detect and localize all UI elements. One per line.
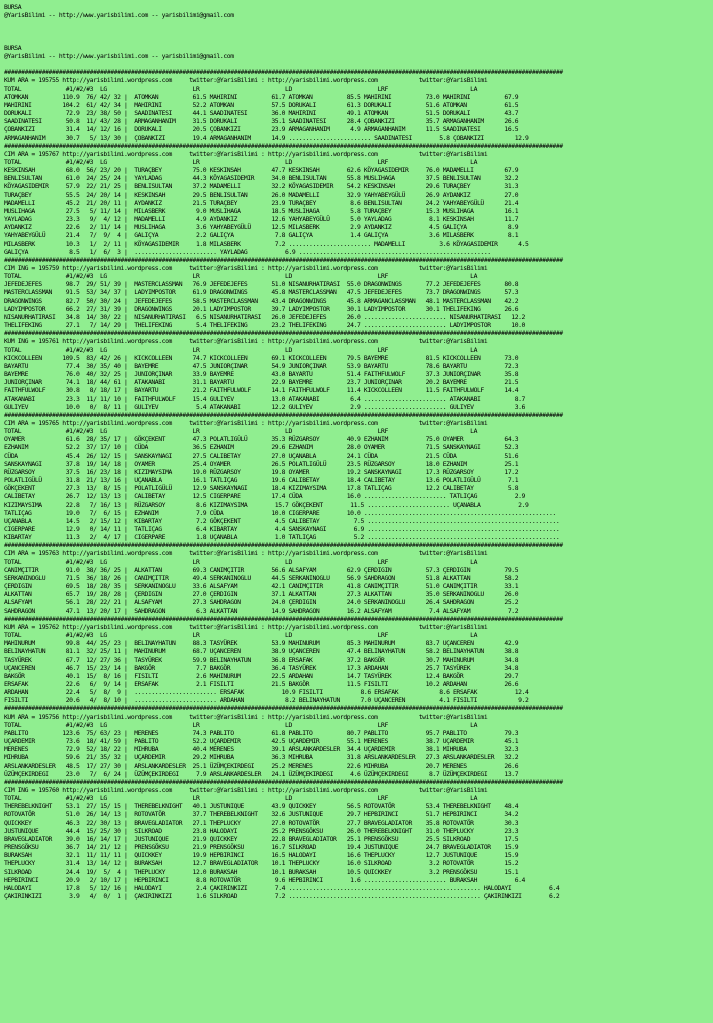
horse-row: ARDAHAN 22.4 5/ 8/ 9 | ........................ ERSAFAK 10.9 FISILTI 8.6 ERSAFAK 8.6 ERSAFAK 12.4: [4, 688, 529, 697]
horse-row: HALODAYI 17.8 5/ 12/ 16 | HALODAYI 2.4 ÇAKIRINKIZI 7.4 ........................................................ HALODAYI 6.4: [4, 883, 560, 892]
horse-row: ALSAFYAM 56.1 28/ 22/ 21 | ALSAFYAM 27.3 SAHDRAGON 24.0 ÇERDIGIN 24.0 SERKANINOGLU 26.4 SAHDRAGON 25.2: [4, 598, 519, 607]
horse-row: ÜZÜMÇEKIRDEGI 23.0 7/ 6/ 24 | ÜZÜMÇEKIRDEGI 7.9 ARSLANKARDESLER 24.1 ÜZÜMÇEKIRDEGI 4.6 ÜZÜMÇEKIRDEGI 8.7 ÜZÜMÇEKIRDEGI 13.7: [4, 769, 519, 778]
horse-row: BAYEMRE 76.0 40/ 32/ 25 | JUNIORÇINAR 33.9 BAYEMRE 43.0 BAYARTU 51.4 FAITHFULWOLF 37.3 JUNIORÇINAR 35.8: [4, 370, 519, 379]
horse-row: GALIÇYA 8.5 1/ 6/ 3 | ........................ YAYLADAG 6.9 ........................................................: [4, 247, 491, 256]
race-header: KUM ARA = 195756 http://yarisbilimi.wordpress.com twitter:@YarisBilimi : http://yarisbilimi.wordpress.com twitter:@YarisBilimi: [4, 712, 488, 721]
horse-row: RÜZGARSOY 37.5 16/ 23/ 18 | KIZIMAYSIMA 19.0 RÜZGARSOY 19.8 OYAMER 19.2 SANSKAYNAGI 17.3 RÜZGARSOY 17.2: [4, 467, 519, 476]
horse-row: BURAKSAH 32.1 11/ 11/ 11 | QUICKKEY 19.9 HEPBIRINCI 16.5 HALODAYI 16.6 THEPLUCKY 12.7 JUSTUNIQUE 15.9: [4, 851, 519, 860]
separator-line: ###################################################################################################################################################################: [4, 777, 563, 786]
horse-row: FISILTI 20.6 4/ 8/ 10 | ........................ ARDAHAN 8.2 BELINAYHATUN 7.0 UÇANCEREN 4.1 FISILTI 9.2: [4, 696, 529, 705]
horse-row: MAHIRINI 104.2 61/ 42/ 34 | MAHIRINI 52.2 ATOMKAN 57.5 DORUKALI 61.3 DORUKALI 51.6 ATOMKAN 61.5: [4, 100, 519, 109]
race-header: CIM ING = 195760 http://yarisbilimi.wordpress.com twitter:@YarisBilimi : http://yarisbilimi.wordpress.com twitter:@YarisBilimi: [4, 786, 488, 794]
column-header: TOTAL #1/#2/#3 LG LR LD LRF LA: [4, 794, 477, 803]
horse-row: POLATLIGÜLÜ 31.8 21/ 13/ 16 | UÇANABLA 16.1 TATLIÇAG 19.6 CALIBETAY 18.4 CALIBETAY 13.6 POLATLIGÜLÜ 7.1: [4, 476, 519, 485]
horse-row: SERKANINOGLU 71.5 36/ 18/ 26 | CANIMÇITIR 49.4 SERKANINOGLU 44.5 SERKANINOGLU 56.9 SAHDRAGON 51.8 ALKATTAN 58.2: [4, 573, 519, 582]
horse-row: DORUKALI 72.9 23/ 38/ 50 | SAADINATESI 44.1 SAADINATESI 36.0 MAHIRINI 49.1 ATOMKAN 51.5 DORUKALI 43.7: [4, 109, 519, 118]
separator-line: ###################################################################################################################################################################: [4, 68, 563, 77]
horse-row: ÇERDIGIN 69.5 18/ 28/ 35 | SERKANINOGLU 33.6 ALSAFYAM 42.1 CANIMÇITIR 41.8 CANIMÇITIR 51.0 CANIMÇITIR 33.1: [4, 582, 519, 591]
horse-row: ERSAFAK 22.6 6/ 9/ 14 | ERSAFAK 2.1 FISILTI 21.5 BAKGÖR 11.5 FISILTI 10.2 ARDAHAN 26.6: [4, 679, 519, 688]
column-header: TOTAL #1/#2/#3 LG LR LD LRF LA: [4, 631, 477, 640]
horse-row: JUSTUNIQUE 44.4 15/ 25/ 30 | SILKROAD 23.8 HALODAYI 25.2 PRENSGÖKSU 26.0 THEREBELKNIGHT 31.0 THEPLUCKY 23.3: [4, 826, 519, 835]
separator-line: ###################################################################################################################################################################: [4, 541, 563, 550]
separator-line: ###################################################################################################################################################################: [4, 614, 563, 623]
horse-row: PABLITO 123.6 75/ 63/ 23 | MERENES 74.3 PABLITO 61.8 PABLITO 80.7 PABLITO 95.7 PABLITO 79.3: [4, 728, 519, 737]
separator-line: ###################################################################################################################################################################: [4, 141, 563, 150]
horse-row: JUNIORÇINAR 74.1 18/ 44/ 61 | ATAKANABI 31.1 BAYARTU 22.9 BAYEMRE 23.7 JUNIORÇINAR 20.2 BAYEMRE 21.5: [4, 378, 519, 387]
horse-row: TATLIÇAG 19.0 7/ 6/ 15 | EZHANIM 7.9 CÜDA 10.0 CIGERPARE 10.0 ........................................................: [4, 508, 556, 517]
horse-row: JEFEDEJEFES 98.7 29/ 51/ 39 | MASTERCLASSMAN 76.9 JEFEDEJEFES 51.0 NISANURHATIRASI 55.0 DRAGONWINGS 77.2 JEFEDEJEFES 80.8: [4, 280, 519, 289]
horse-row: CALIBETAY 26.7 12/ 13/ 13 | CALIBETAY 12.5 CIGERPARE 17.4 CÜDA 16.0 ........................ TATLIÇAG 2.9: [4, 492, 525, 501]
horse-row: ROTOVATÖR 51.0 26/ 14/ 13 | ROTOVATÖR 37.7 THEREBELKNIGHT 32.6 JUSTUNIQUE 29.7 HEPBIRINCI 51.7 HEPBIRINCI 34.2: [4, 810, 519, 819]
horse-row: KESKINSAH 68.0 56/ 23/ 20 | TURAÇBEY 75.0 KESKINSAH 47.7 KESKINSAH 62.6 KÖYAGASIDEMIR 76.0 MADAMELLI 67.9: [4, 166, 519, 175]
horse-row: ARSLANKARDESLER 48.5 17/ 27/ 30 | ARSLANKARDESLER 25.1 ÜZÜMÇEKIRDEGI 25.2 MERENES 22.6 MIHRUBA 20.7 MERENES 26.6: [4, 761, 519, 770]
race-header: CIM ARA = 195763 http://yarisbilimi.wordpress.com twitter:@YarisBilimi : http://yarisbilimi.wordpress.com twitter:@YarisBilimi: [4, 549, 488, 558]
horse-row: UÇARDEMIR 73.6 18/ 41/ 59 | PABLITO 52.2 UÇARDEMIR 42.5 UÇARDEMIR 55.1 MERENES 38.7 UÇARDEMIR 45.1: [4, 737, 519, 746]
horse-row: YAYLADAG 23.3 9/ 4/ 12 | MADAMELLI 4.9 AYDANKIZ 12.6 YAHYABEYGÜLÜ 5.0 YAYLADAG 8.1 KESKINSAH 11.7: [4, 215, 519, 224]
horse-row: BENLISULTAN 61.0 24/ 25/ 24 | YAYLADAG 44.3 KÖYAGASIDEMIR 34.0 BENLISULTAN 55.8 MUSLIHAGA 37.5 BENLISULTAN 32.2: [4, 174, 519, 183]
race-header: CIM ARA = 195767 http://yarisbilimi.wordpress.com twitter:@YarisBilimi : http://yarisbilimi.wordpress.com twitter:@YarisBilimi: [4, 149, 488, 158]
race-header: CIM ING = 195759 http://yarisbilimi.wordpress.com twitter:@YarisBilimi : http://yarisbilimi.wordpress.com twitter:@YarisBilimi: [4, 264, 488, 272]
horse-row: MUSLIHAGA 27.5 5/ 11/ 14 | MILASBERK 9.0 MUSLIHAGA 18.5 MUSLIHAGA 5.8 TURAÇBEY 15.3 MUSLIHAGA 16.1: [4, 206, 519, 215]
horse-row: KÖYAGASIDEMIR 57.9 22/ 21/ 25 | BENLISULTAN 37.2 MADAMELLI 32.2 KÖYAGASIDEMIR 54.2 KESKINSAH 29.6 TURAÇBEY 31.3: [4, 182, 519, 191]
horse-row: PRENSGÖKSU 36.7 14/ 21/ 12 | PRENSGÖKSU 21.9 PRENSGÖKSU 16.7 SILKROAD 19.4 JUSTUNIQUE 24.7 BRAVEGLADIATOR 15.9: [4, 843, 519, 852]
horse-row: UÇANABLA 14.5 2/ 15/ 12 | KIBARTAY 7.2 GÖKÇEKENT 4.5 CALIBETAY 7.5 ........................................................: [4, 516, 560, 525]
horse-row: THEPLUCKY 31.4 13/ 14/ 12 | BURAKSAH 12.7 BRAVEGLADIATOR 10.1 THEPLUCKY 16.0 SILKROAD 3.2 ROTOVATÖR 15.2: [4, 859, 519, 868]
horse-row: LADYIMPOSTOR 66.2 27/ 31/ 39 | DRAGONWINGS 20.1 LADYIMPOSTOR 39.7 LADYIMPOSTOR 30.1 LADYIMPOSTOR 30.1 THELIFEKING 26.6: [4, 304, 519, 313]
horse-row: ÇOBANKIZI 31.4 14/ 12/ 16 | DORUKALI 20.5 ÇOBANKIZI 23.9 ARMAGANHANIM 4.9 ARMAGANHANIM 11.5 SAADINATESI 16.5: [4, 125, 519, 134]
horse-row: KIBARTAY 11.3 2/ 4/ 17 | CIGERPARE 1.8 UÇANABLA 1.0 TATLIÇAG 5.2 ........................................................: [4, 533, 560, 542]
column-header: TOTAL #1/#2/#3 LG LR LD LRF LA: [4, 720, 477, 729]
column-header: TOTAL #1/#2/#3 LG LR LD LRF LA: [4, 345, 477, 354]
race-header: KUM ARA = 195762 http://yarisbilimi.wordpress.com twitter:@YarisBilimi : http://yarisbilimi.wordpress.com twitter:@YarisBilimi: [4, 622, 488, 631]
horse-row: OYAMER 61.6 28/ 35/ 17 | GÖKÇEKENT 47.3 POLATLIGÜLÜ 35.3 RÜZGARSOY 40.9 EZHANIM 75.0 OYAMER 64.3: [4, 435, 519, 444]
horse-row: GULIYEV 10.0 0/ 8/ 11 | GULIYEV 5.4 ATAKANABI 12.2 GULIYEV 2.9 ........................ GULIYEV 3.6: [4, 402, 525, 411]
horse-row: SANSKAYNAGI 37.8 19/ 14/ 18 | OYAMER 25.4 OYAMER 26.5 POLATLIGÜLÜ 23.5 RÜZGARSOY 18.0 EZHANIM 25.1: [4, 459, 519, 468]
horse-row: KICKCOLLEEN 109.5 83/ 42/ 26 | KICKCOLLEEN 74.7 KICKCOLLEEN 69.1 KICKCOLLEEN 79.5 BAYEMRE 81.5 KICKCOLLEEN 73.0: [4, 353, 519, 362]
horse-row: EZHANIM 52.2 37/ 17/ 10 | CÜDA 36.5 EZHANIM 29.6 EZHANIM 28.0 OYAMER 71.5 SANSKAYNAGI 52.3: [4, 443, 519, 452]
horse-row: FAITHFULWOLF 30.8 8/ 18/ 17 | BAYARTU 21.2 FAITHFULWOLF 14.1 FAITHFULWOLF 11.4 KICKCOLLEEN 11.5 FAITHFULWOLF 14.4: [4, 386, 519, 395]
horse-row: KIZIMAYSIMA 22.8 7/ 16/ 13 | RÜZGARSOY 8.6 KIZIMAYSIMA 15.7 GÖKÇEKENT 11.5 ........................ UÇANABLA 2.9: [4, 500, 529, 509]
separator-line: ###################################################################################################################################################################: [4, 704, 563, 713]
horse-row: SILKROAD 24.4 19/ 5/ 4 | THEPLUCKY 12.0 BURAKSAH 10.1 BURAKSAH 10.5 QUICKKEY 3.2 PRENSGÖKSU 15.1: [4, 867, 519, 876]
horse-row: BRAVEGLADIATOR 39.0 16/ 14/ 17 | JUSTUNIQUE 21.9 QUICKKEY 22.8 BRAVEGLADIATOR 25.1 PRENSGÖKSU 25.5 SILKROAD 17.5: [4, 834, 519, 843]
column-header: TOTAL #1/#2/#3 LG LR LD LRF LA: [4, 272, 477, 281]
horse-row: MAHINURUM 99.8 44/ 25/ 23 | BELINAYHATUN 88.3 TASYÜREK 53.9 MAHINURUM 85.3 MAHINURUM 83.7 UÇANCEREN 42.9: [4, 639, 519, 648]
column-header: TOTAL #1/#2/#3 LG LR LD LRF LA: [4, 157, 477, 166]
horse-row: MIHRUBA 59.6 21/ 35/ 32 | UÇARDEMIR 29.2 MIHRUBA 36.3 MIHRUBA 31.8 ARSLANKARDESLER 27.3 ARSLANKARDESLER 32.2: [4, 753, 519, 762]
horse-row: ÇAKIRINKIZI 3.9 4/ 0/ 1 | ÇAKIRINKIZI 1.6 SILKROAD 7.2 ........................................................ ÇAKIRINKIZI 6.2: [4, 892, 560, 901]
horse-row: SAHDRAGON 47.1 13/ 20/ 17 | SAHDRAGON 6.3 ALKATTAN 14.9 SAHDRAGON 16.2 ALSAFYAM 7.4 ALSAFYAM 7.2: [4, 606, 519, 615]
horse-row: YAHYABEYGÜLÜ 21.4 7/ 9/ 4 | GALIÇYA 2.2 GALIÇYA 7.8 GALIÇYA 1.4 GALIÇYA 3.6 MILASBERK 8.1: [4, 231, 519, 240]
horse-row: ALKATTAN 65.7 19/ 28/ 28 | ÇERDIGIN 27.0 ÇERDIGIN 37.1 ALKATTAN 27.3 ALKATTAN 35.0 SERKANINOGLU 26.0: [4, 590, 519, 599]
horse-row: MADAMELLI 45.2 21/ 20/ 11 | AYDANKIZ 21.5 TURAÇBEY 23.9 TURAÇBEY 8.6 BENLISULTAN 24.2 YAHYABEYGÜLÜ 21.4: [4, 198, 519, 207]
horse-row: CIGERPARE 12.9 0/ 14/ 11 | TATLIÇAG 6.4 KIBARTAY 4.4 SANSKAYNAGI 6.9 ........................................................: [4, 525, 560, 533]
horse-row: THEREBELKNIGHT 53.1 27/ 15/ 15 | THEREBELKNIGHT 40.1 JUSTUNIQUE 43.9 QUICKKEY 56.5 ROTOVATÖR 53.4 THEREBELKNIGHT 48.4: [4, 802, 519, 811]
separator-line: ###################################################################################################################################################################: [4, 410, 563, 419]
separator-line: ###################################################################################################################################################################: [4, 329, 563, 338]
horse-row: ARMAGANHANIM 30.7 5/ 13/ 30 | ÇOBANKIZI 19.4 ARMAGANHANIM 14.9 ........................ SAADINATESI 5.8 ÇOBANKIZI 12.9: [4, 133, 529, 142]
text-line: @YarisBilimi -- http://www.yarisbilimi.com -- yarisbilimi@gmail.com: [4, 51, 234, 60]
text-line: BURSA: [4, 43, 22, 52]
horse-row: GÖKÇEKENT 27.3 13/ 8/ 15 | POLATLIGÜLÜ 12.9 SANSKAYNAGI 18.4 KIZIMAYSIMA 17.8 TATLIÇAG 12.2 CALIBETAY 5.8: [4, 484, 519, 493]
horse-row: ATAKANABI 23.3 11/ 11/ 10 | FAITHFULWOLF 15.4 GULIYEV 13.0 ATAKANABI 6.4 ........................ ATAKANABI 8.7: [4, 394, 525, 403]
horse-row: MILASBERK 10.3 1/ 2/ 11 | KÖYAGASIDEMIR 1.8 MILASBERK 7.2 ........................ MADAMELLI 3.6 KÖYAGASIDEMIR 4.5: [4, 239, 529, 248]
horse-row: CANIMÇITIR 91.0 38/ 36/ 25 | ALKATTAN 69.3 CANIMÇITIR 56.6 ALSAFYAM 62.9 ÇERDIGIN 57.3 ÇERDIGIN 79.5: [4, 565, 519, 574]
horse-row: DRAGONWINGS 82.7 50/ 30/ 24 | JEFEDEJEFES 58.5 MASTERCLASSMAN 43.4 DRAGONWINGS 45.8 ARMAGANCLASSMAN 48.1 MASTERCLASSMAN 42.2: [4, 296, 519, 305]
horse-row: QUICKKEY 46.3 22/ 30/ 13 | BRAVEGLADIATOR 27.1 THEPLUCKY 27.0 ROTOVATÖR 27.7 BRAVEGLADIATOR 35.8 ROTOVATÖR 30.3: [4, 818, 519, 827]
race-header: KUM ING = 195761 http://yarisbilimi.wordpress.com twitter:@YarisBilimi : http://yarisbilimi.wordpress.com twitter:@YarisBilimi: [4, 337, 488, 346]
horse-row: TURAÇBEY 55.5 24/ 20/ 14 | KESKINSAH 29.5 BENLISULTAN 26.0 MADAMELLI 32.9 YAHYABEYGÜLÜ 26.9 AYDANKIZ 27.0: [4, 190, 519, 199]
horse-row: MASTERCLASSMAN 91.5 53/ 34/ 37 | LADYIMPOSTOR 61.9 DRAGONWINGS 45.8 MASTERCLASSMAN 47.5 JEFEDEJEFES 73.7 DRAGONWINGS 57.3: [4, 288, 519, 297]
race-header: CIM ARA = 195765 http://yarisbilimi.wordpress.com twitter:@YarisBilimi : http://yarisbilimi.wordpress.com twitter:@YarisBilimi: [4, 418, 488, 427]
column-header: TOTAL #1/#2/#3 LG LR LD LRF LA: [4, 427, 477, 436]
horse-row: TASYÜREK 67.7 12/ 27/ 36 | TASYÜREK 59.9 BELINAYHATUN 36.8 ERSAFAK 37.2 BAKGÖR 30.7 MAHINURUM 34.8: [4, 655, 519, 664]
column-header: TOTAL #1/#2/#3 LG LR LD LRF LA: [4, 557, 477, 566]
horse-row: THELIFEKING 27.1 7/ 14/ 29 | THELIFEKING 5.4 THELIFEKING 23.2 THELIFEKING 24.7 ........................ LADYIMPOSTOR 10.0: [4, 321, 525, 330]
horse-row: SAADINATESI 50.8 11/ 43/ 28 | ARMAGANHANIM 31.5 DORUKALI 35.1 SAADINATESI 28.4 ÇOBANKIZI 35.7 ARMAGANHANIM 26.6: [4, 117, 519, 126]
horse-row: MERENES 72.9 52/ 18/ 22 | MIHRUBA 40.4 MERENES 39.1 ARSLANKARDESLER 34.4 UÇARDEMIR 38.1 MIHRUBA 32.3: [4, 745, 519, 754]
horse-row: CÜDA 45.4 26/ 12/ 15 | SANSKAYNAGI 27.5 CALIBETAY 27.0 UÇANABLA 24.1 CÜDA 21.5 CÜDA 51.6: [4, 451, 519, 460]
text-line: @YarisBilimi -- http://www.yarisbilimi.com -- yarisbilimi@gmail.com: [4, 11, 234, 20]
horse-row: NISANURHATIRASI 34.8 14/ 30/ 22 | NISANURHATIRASI 6.5 NISANURHATIRASI 26.0 JEFEDEJEFES 26.0 ........................ NISANURHATIRASI 12.2: [4, 312, 525, 321]
horse-row: BELINAYHATUN 81.1 32/ 25/ 11 | MAHINURUM 68.7 UÇANCEREN 38.9 UÇANCEREN 47.4 BELINAYHATUN 58.2 BELINAYHATUN 38.8: [4, 647, 519, 656]
column-header: TOTAL #1/#2/#3 LG LR LD LRF LA: [4, 84, 477, 93]
horse-row: UÇANCEREN 46.7 15/ 23/ 14 | BAKGÖR 7.7 BAKGÖR 36.4 TASYÜREK 17.3 ARDAHAN 25.7 TASYÜREK 34.8: [4, 663, 519, 672]
horse-row: ATOMKAN 110.9 76/ 42/ 32 | ATOMKAN 61.5 MAHIRINI 61.7 ATOMKAN 85.5 MAHIRINI 73.0 MAHIRINI 67.9: [4, 92, 519, 101]
separator-line: ###################################################################################################################################################################: [4, 255, 563, 264]
horse-row: BAKGÖR 40.1 15/ 8/ 16 | FISILTI 2.6 MAHINURUM 22.5 ARDAHAN 14.7 TASYÜREK 12.4 BAKGÖR 29.7: [4, 671, 519, 680]
horse-row: AYDANKIZ 22.6 2/ 11/ 14 | MUSLIHAGA 3.6 YAHYABEYGÜLÜ 12.5 MILASBERK 2.9 AYDANKIZ 4.5 GALIÇYA 8.9: [4, 223, 519, 232]
race-header: KUM ARA = 195755 http://yarisbilimi.wordpress.com twitter:@YarisBilimi : http://yarisbilimi.wordpress.com twitter:@YarisBilimi: [4, 76, 488, 85]
horse-row: BAYARTU 77.4 30/ 35/ 40 | BAYEMRE 47.5 JUNIORÇINAR 54.9 JUNIORÇINAR 53.9 BAYARTU 78.6 BAYARTU 72.3: [4, 361, 519, 370]
text-line: BURSA: [4, 3, 22, 11]
horse-row: HEPBIRINCI 20.9 2/ 10/ 17 | HEPBIRINCI 8.8 ROTOVATÖR 9.6 HEPBIRINCI 1.6 ........................ BURAKSAH 6.4: [4, 875, 525, 884]
